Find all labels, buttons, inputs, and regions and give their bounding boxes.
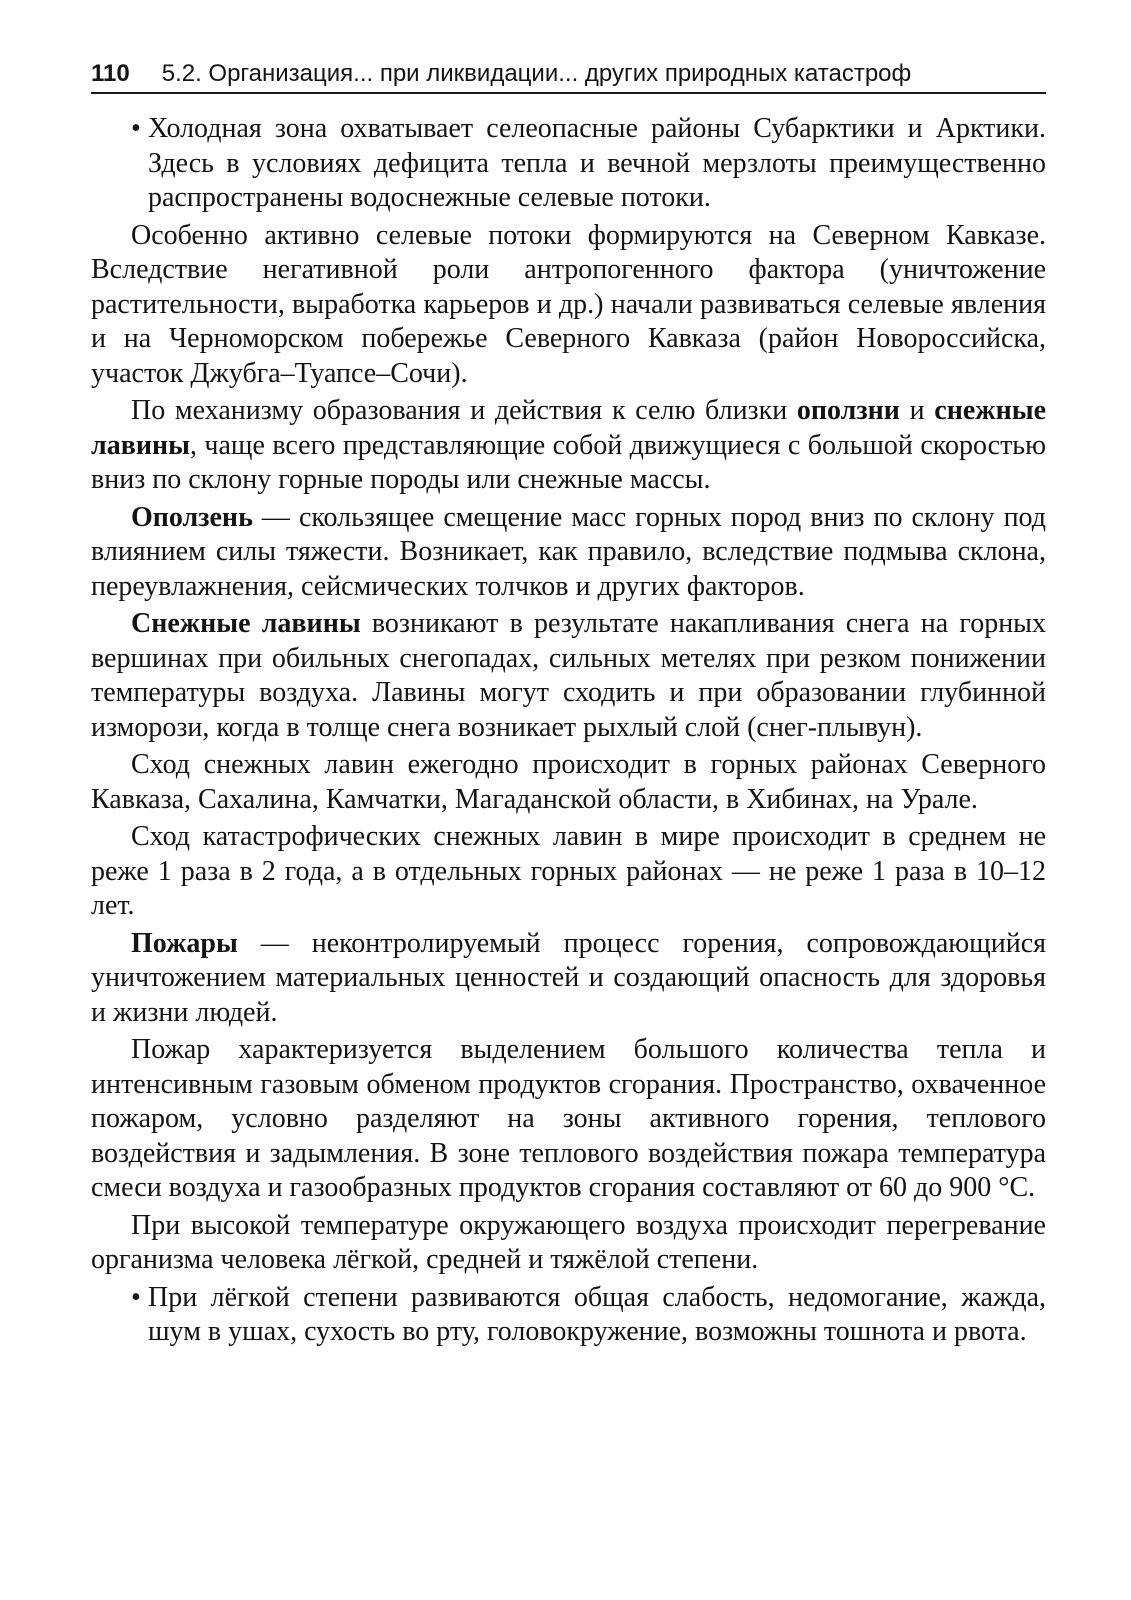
bullet-text: При лёгкой степени развиваются общая слабость, недомогание, жажда, шум в ушах, сухость во рту, головокружение, возможны тошнота и рвота.	[148, 1281, 1046, 1347]
term-avalanches: снежные лавины	[91, 395, 1046, 461]
paragraph-landslide	[91, 501, 1046, 605]
paragraph-caucasus: Особенно активно селевые потоки формируются на Северном Кавказе. Вследствие негативной роли антропогенного фактора (уничтожение растительности, выработка карьеров и др.) начали развиваться селевые явления и на Черноморском побережье Северного Кавказа (район Новороссийска, участок Джубга–Туапсе–Сочи).	[91, 219, 1046, 389]
paragraph-text: По механизму образования и действия к селю близки	[131, 395, 797, 426]
paragraph-avalanches	[91, 607, 1046, 745]
book-page	[91, 56, 1046, 1353]
page-number: 110	[91, 60, 130, 87]
bullet-marker: •	[131, 113, 141, 144]
paragraph-mechanism	[91, 394, 1046, 498]
paragraph-overheating: При высокой температуре окружающего воздуха происходит перегревание организма человека лёгкой, средней и тяжёлой степени.	[91, 1209, 1046, 1275]
bullet-text: Холодная зона охватывает селеопасные районы Субарктики и Арктики. Здесь в условиях дефицита тепла и вечной мерзлоты преимущественно распространены водоснежные селевые потоки.	[148, 113, 1046, 213]
paragraph-fires	[91, 927, 1046, 1031]
paragraph-frequency: Сход катастрофических снежных лавин в мире происходит в среднем не реже 1 раза в 2 года, а в отдельных горных районах — не реже 1 раза в 10–12 лет.	[91, 821, 1046, 921]
paragraph-regions: Сход снежных лавин ежегодно происходит в горных районах Северного Кавказа, Сахалина, Камчатки, Магаданской области, в Хибинах, на Урале.	[91, 749, 1046, 815]
paragraph-text: — скользящее смещение масс горных пород вниз по склону под влиянием силы тяжести. Возникает, как правило, вследствие подмыва склона, переувлажнения, сейсмических толчков и других факторов.	[91, 501, 1046, 602]
paragraph-fire-zones: Пожар характеризуется выделением большого количества тепла и интенсивным газовым обменом продуктов сгорания. Пространство, охваченное пожаром, условно разделяют на зоны активного горения, теплового воздействия и задымления. В зоне теплового воздействия пожара температура смеси воздуха и газообразных продуктов сгорания составляют от 60 до 900 °С.	[91, 1034, 1046, 1203]
term-landslide: Оползень	[131, 501, 253, 533]
section-title: 5.2. Организация... при ликвидации... других природных катастроф	[161, 60, 912, 87]
paragraph-text: , чаще всего представляющие собой движущиеся с большой скоростью вниз по склону горные породы или снежные массы.	[91, 429, 1046, 495]
paragraph-text: возникают в результате накапливания снега на горных вершинах при обильных снегопадах, сильных метелях при резком понижении температуры воздуха. Лавины могут сходить и при образовании глубинной изморози, когда в толще снега возникает рыхлый слой (снег-плывун).	[91, 608, 1046, 743]
paragraph-text: и	[899, 395, 935, 426]
paragraph-text: — неконтролируемый процесс горения, сопровождающийся уничтожением материальных ценностей и создающий опасность для здоровья и жизни людей.	[91, 927, 1046, 1028]
term-fires: Пожары	[131, 927, 238, 959]
bullet-cold-zone	[91, 112, 1046, 216]
bullet-mild-degree	[91, 1281, 1046, 1350]
term-landslides: оползни	[796, 395, 900, 426]
bullet-marker: •	[131, 1281, 141, 1313]
body-text	[91, 112, 1046, 1350]
running-header	[91, 56, 1046, 94]
term-snow-avalanches: Снежные лавины	[131, 608, 361, 639]
